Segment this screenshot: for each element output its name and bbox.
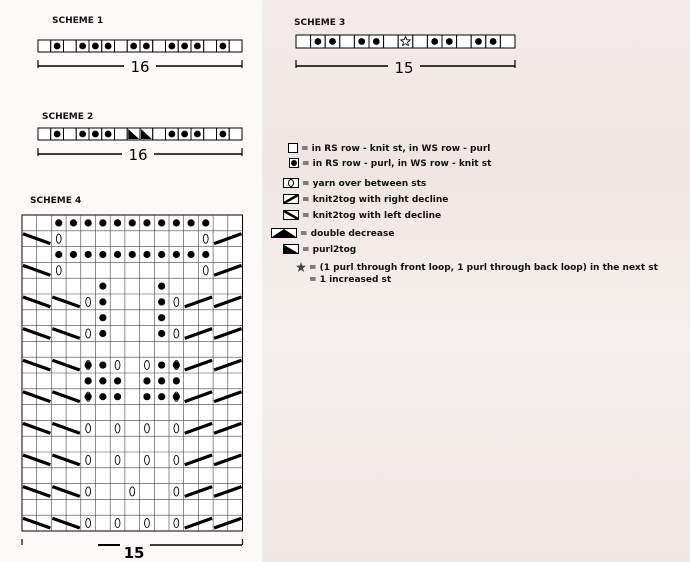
scheme-4-chart: [22, 215, 243, 545]
legend-item-left-decline: [283, 210, 441, 222]
legend-item-double-decrease: [271, 228, 394, 240]
purl-stitch-symbol: [105, 131, 112, 138]
legend-text: = yarn over between sts: [302, 179, 427, 189]
purl-stitch-symbol: [446, 38, 453, 45]
purl-stitch-symbol: [55, 251, 62, 258]
purl-stitch-symbol: [173, 362, 180, 369]
purl-stitch-symbol: [202, 251, 209, 258]
scheme-4-stitch-count: 15: [123, 544, 145, 562]
purl-stitch-symbol: [158, 330, 165, 337]
scheme-2-stitch-count: 16: [128, 146, 148, 164]
grid-cell: [413, 35, 428, 48]
yarn-over-symbol: [145, 361, 150, 370]
purl-stitch-symbol: [99, 251, 106, 258]
purl-stitch-symbol: [202, 219, 209, 226]
purl-stitch-symbol: [158, 362, 165, 369]
purl-stitch-symbol: [55, 219, 62, 226]
grid-cell: [64, 40, 77, 52]
grid-cell: [296, 35, 311, 48]
grid-cell: [384, 35, 399, 48]
scheme-1-title: SCHEME 1: [52, 16, 104, 26]
legend-item-right-decline: [283, 194, 448, 206]
purl-stitch-symbol: [79, 43, 86, 50]
purl-stitch-symbol: [85, 362, 92, 369]
purl-stitch-symbol: [158, 283, 165, 290]
purl-stitch-symbol: [158, 314, 165, 321]
purl-stitch-symbol: [70, 219, 77, 226]
purl-stitch-symbol: [158, 251, 165, 258]
yarn-over-symbol: [86, 487, 91, 496]
yarn-over-symbol: [56, 266, 61, 275]
yarn-over-symbol: [56, 234, 61, 243]
purl-stitch-symbol: [85, 219, 92, 226]
scheme-3-title: SCHEME 3: [294, 18, 346, 28]
yarn-over-symbol: [115, 424, 120, 433]
yarn-over-symbol: [174, 329, 179, 338]
purl-stitch-symbol: [92, 131, 99, 138]
purl-stitch-symbol: [70, 251, 77, 258]
yarn-over-symbol: [130, 487, 135, 496]
purl-stitch-symbol: [173, 377, 180, 384]
yarn-over-symbol: [115, 455, 120, 464]
grid-cell: [153, 128, 166, 140]
purl-stitch-symbol: [158, 298, 165, 305]
purl-stitch-symbol: [490, 38, 497, 45]
yarn-over-symbol: [174, 455, 179, 464]
purl-stitch-icon: [289, 158, 299, 168]
purl-stitch-symbol: [114, 377, 121, 384]
purl-stitch-symbol: [114, 393, 121, 400]
grid-cell: [204, 40, 217, 52]
yarn-over-symbol: [174, 487, 179, 496]
yarn-over-icon: [283, 178, 299, 188]
grid-cell: [500, 35, 515, 48]
purl-stitch-symbol: [187, 251, 194, 258]
legend-text: = knit2tog with right decline: [302, 195, 449, 205]
purl-stitch-symbol: [358, 38, 365, 45]
yarn-over-symbol: [174, 519, 179, 528]
purl-stitch-symbol: [99, 393, 106, 400]
purl-stitch-symbol: [187, 219, 194, 226]
grid-cell: [64, 128, 77, 140]
purl-stitch-symbol: [475, 38, 482, 45]
purl-stitch-symbol: [173, 219, 180, 226]
yarn-over-symbol: [86, 297, 91, 306]
purl-stitch-symbol: [158, 377, 165, 384]
purl-stitch-symbol: [431, 38, 438, 45]
legend-text: = (1 purl through front loop, 1 purl through back loop) in the next st = 1 increased st: [309, 263, 658, 285]
right-decline-icon: [283, 194, 299, 204]
purl2tog-icon: [283, 244, 299, 254]
purl-stitch-symbol: [219, 43, 226, 50]
purl-stitch-symbol: [114, 219, 121, 226]
grid-cell: [115, 40, 128, 52]
purl-stitch-symbol: [130, 43, 137, 50]
purl-stitch-symbol: [54, 43, 61, 50]
grid-cell: [38, 40, 51, 52]
grid-cell: [457, 35, 472, 48]
legend-text: = purl2tog: [302, 245, 357, 255]
purl-stitch-symbol: [143, 393, 150, 400]
purl-stitch-symbol: [92, 43, 99, 50]
purl-stitch-symbol: [373, 38, 380, 45]
legend-text: = double decrease: [300, 229, 395, 239]
purl-stitch-symbol: [99, 298, 106, 305]
purl-stitch-symbol: [168, 131, 175, 138]
purl-stitch-symbol: [158, 393, 165, 400]
legend-text: = in RS row - purl, in WS row - knit st: [302, 159, 492, 169]
purl-stitch-symbol: [143, 219, 150, 226]
purl-stitch-symbol: [158, 219, 165, 226]
purl-stitch-symbol: [114, 251, 121, 258]
grid-cell: [38, 128, 51, 140]
scheme-2-title: SCHEME 2: [42, 112, 94, 122]
purl-stitch-symbol: [143, 251, 150, 258]
purl-stitch-symbol: [85, 251, 92, 258]
purl-stitch-symbol: [99, 314, 106, 321]
knit-stitch-icon: [288, 143, 298, 153]
purl-stitch-symbol: [329, 38, 336, 45]
grid-cell: [229, 40, 242, 52]
yarn-over-symbol: [145, 424, 150, 433]
purl-stitch-symbol: [219, 131, 226, 138]
purl-stitch-symbol: [168, 43, 175, 50]
purl-stitch-symbol: [143, 43, 150, 50]
yarn-over-symbol: [86, 329, 91, 338]
legend-item-star: [296, 262, 666, 286]
purl-stitch-symbol: [173, 393, 180, 400]
purl-stitch-symbol: [99, 362, 106, 369]
left-decline-icon: [283, 210, 299, 220]
purl-stitch-symbol: [85, 377, 92, 384]
purl-stitch-symbol: [99, 219, 106, 226]
yarn-over-symbol: [86, 424, 91, 433]
purl-stitch-symbol: [143, 377, 150, 384]
double-decrease-icon: [271, 228, 297, 238]
yarn-over-symbol: [203, 266, 208, 275]
legend-item-purl: [289, 158, 491, 170]
star-icon: [296, 262, 306, 272]
yarn-over-symbol: [174, 424, 179, 433]
yarn-over-symbol: [115, 361, 120, 370]
purl-stitch-symbol: [54, 131, 61, 138]
scheme-1-stitch-count: 16: [130, 58, 150, 76]
purl-stitch-symbol: [129, 251, 136, 258]
purl-stitch-symbol: [315, 38, 322, 45]
purl-stitch-symbol: [79, 131, 86, 138]
purl-stitch-symbol: [194, 131, 201, 138]
purl-stitch-symbol: [129, 219, 136, 226]
grid-cell: [204, 128, 217, 140]
grid-cell: [153, 40, 166, 52]
scheme-3-stitch-count: 15: [394, 59, 414, 77]
legend-item-yarn-over: [283, 178, 426, 190]
scheme-4-title: SCHEME 4: [30, 196, 82, 206]
purl-stitch-symbol: [173, 251, 180, 258]
legend-item-purl2tog: [283, 244, 356, 256]
purl-stitch-symbol: [194, 43, 201, 50]
purl-stitch-symbol: [105, 43, 112, 50]
yarn-over-symbol: [86, 519, 91, 528]
yarn-over-symbol: [115, 519, 120, 528]
yarn-over-symbol: [174, 297, 179, 306]
purl-stitch-symbol: [181, 43, 188, 50]
legend-item-knit: [288, 143, 490, 155]
purl-stitch-symbol: [181, 131, 188, 138]
purl-stitch-symbol: [99, 377, 106, 384]
yarn-over-symbol: [145, 519, 150, 528]
purl-stitch-symbol: [99, 330, 106, 337]
yarn-over-symbol: [203, 234, 208, 243]
yarn-over-symbol: [86, 455, 91, 464]
grid-cell: [229, 128, 242, 140]
grid-cell: [115, 128, 128, 140]
purl-stitch-symbol: [99, 283, 106, 290]
legend-text: = knit2tog with left decline: [302, 211, 442, 221]
purl-stitch-symbol: [85, 393, 92, 400]
legend-text: = in RS row - knit st, in WS row - purl: [301, 144, 491, 154]
yarn-over-symbol: [145, 455, 150, 464]
grid-cell: [340, 35, 355, 48]
